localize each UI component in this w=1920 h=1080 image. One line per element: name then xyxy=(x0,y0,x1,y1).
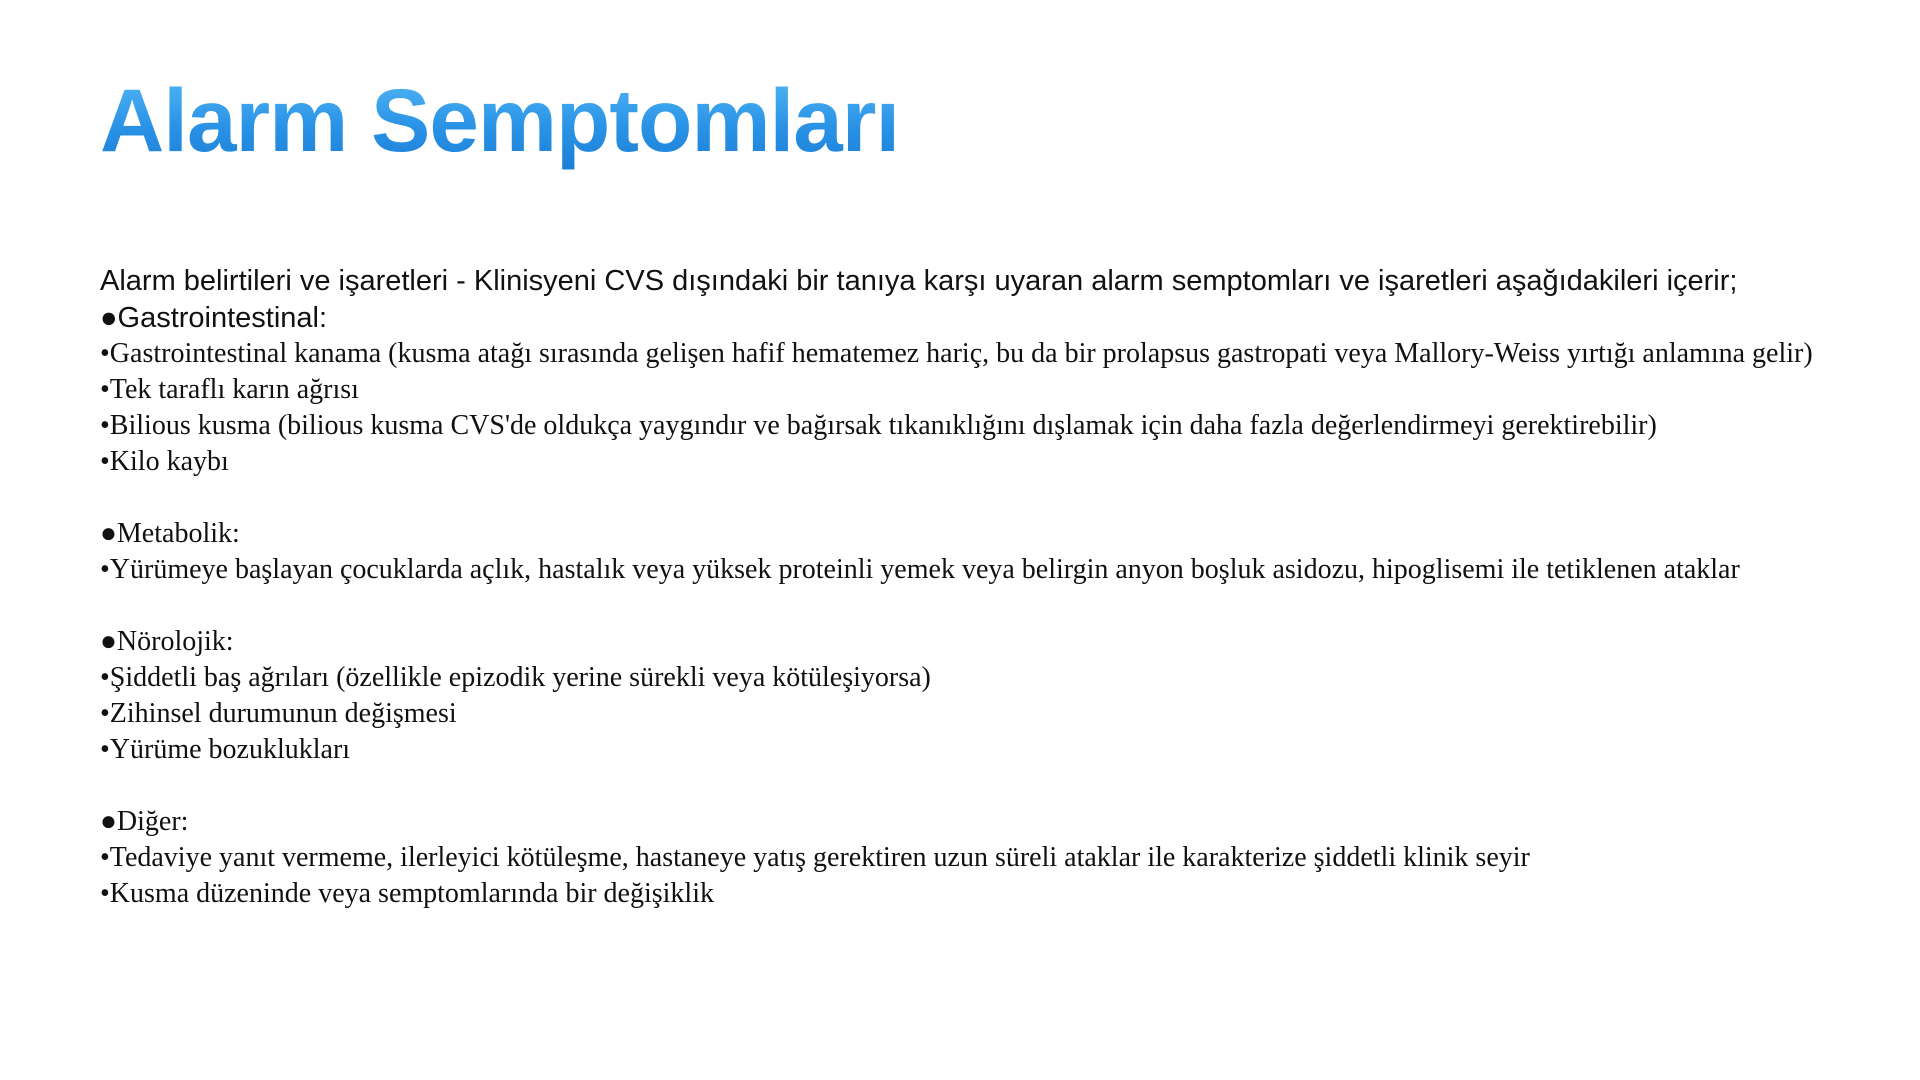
section-heading: ●Diğer: xyxy=(100,806,189,837)
list-item: •Şiddetli baş ağrıları (özellikle epizodik yerine sürekli veya kötüleşiyorsa) xyxy=(100,662,931,693)
section-metabolik xyxy=(100,516,1860,588)
slide-body xyxy=(100,262,1860,912)
list-item: •Yürüme bozuklukları xyxy=(100,734,351,765)
list-item: •Kilo kaybı xyxy=(100,446,229,477)
section-heading: ●Gastrointestinal: xyxy=(100,302,328,334)
page-title: Alarm Semptomları xyxy=(100,70,900,170)
bullet-list xyxy=(100,336,1860,480)
intro-text: Alarm belirtileri ve işaretleri - Klinisyeni CVS dışındaki bir tanıya karşı uyaran alarm semptomları ve işaretleri aşağıdakileri içerir; xyxy=(100,265,1738,297)
section-gastrointestinal xyxy=(100,300,1860,480)
section-heading: ●Nörolojik: xyxy=(100,626,234,657)
list-item: •Kusma düzeninde veya semptomlarında bir değişiklik xyxy=(100,878,714,909)
list-item: •Tek taraflı karın ağrısı xyxy=(100,374,359,405)
bullet-list xyxy=(100,552,1860,588)
bullet-list xyxy=(100,840,1860,912)
list-item: •Yürümeye başlayan çocuklarda açlık, hastalık veya yüksek proteinli yemek veya belirgin anyon boşluk asidozu, hipoglisemi ile tetiklenen ataklar xyxy=(100,554,1740,585)
section-diger xyxy=(100,804,1860,912)
section-norolojik xyxy=(100,624,1860,768)
bullet-list xyxy=(100,660,1860,768)
list-item: •Bilious kusma (bilious kusma CVS'de oldukça yaygındır ve bağırsak tıkanıklığını dışlamak için daha fazla değerlendirmeyi gerektirebilir) xyxy=(100,410,1657,441)
list-item: •Gastrointestinal kanama (kusma atağı sırasında gelişen hafif hematemez hariç, bu da bir prolapsus gastropati veya Mallory-Weiss yırtığı anlamına gelir) xyxy=(100,338,1813,369)
list-item: •Tedaviye yanıt vermeme, ilerleyici kötüleşme, hastaneye yatış gerektiren uzun süreli ataklar ile karakterize şiddetli klinik seyir xyxy=(100,842,1530,873)
list-item: •Zihinsel durumunun değişmesi xyxy=(100,698,457,729)
section-heading: ●Metabolik: xyxy=(100,518,240,549)
